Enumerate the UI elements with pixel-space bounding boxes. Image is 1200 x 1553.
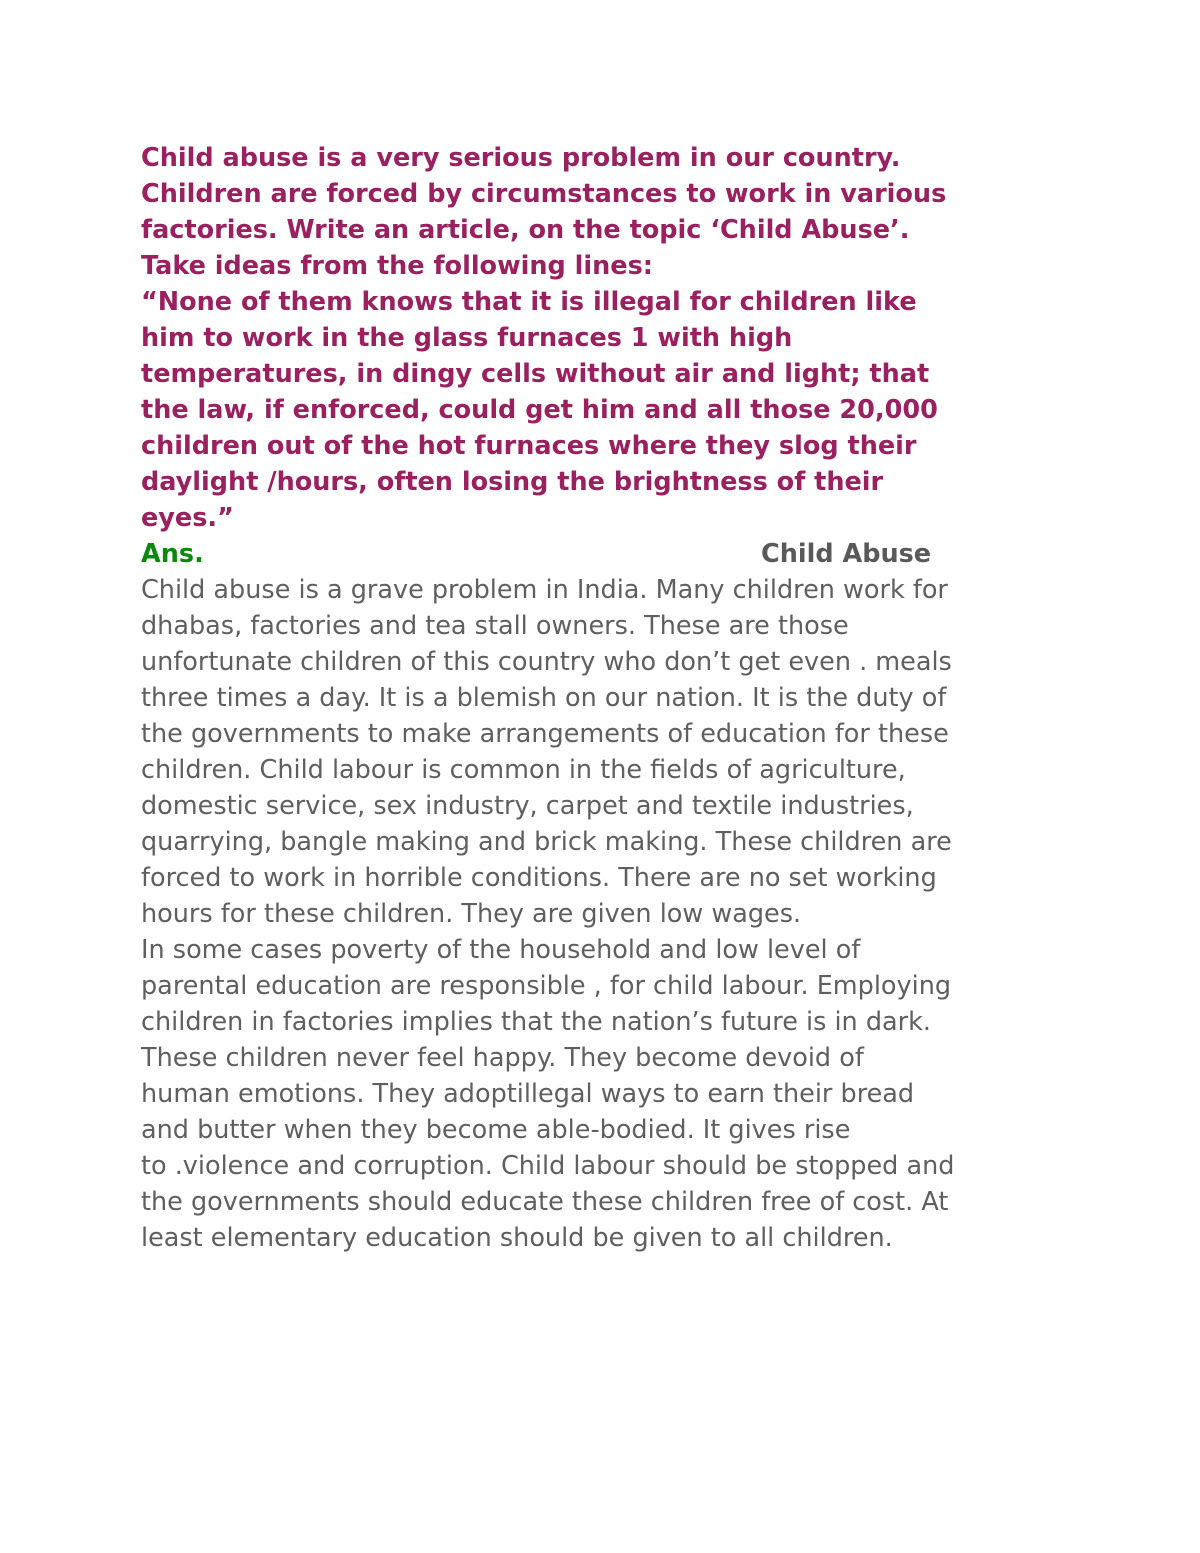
question-line: factories. Write an article, on the topic ‘Child Abuse’. — [141, 215, 910, 245]
answer-body — [141, 572, 1061, 1256]
answer-line: Child abuse is a grave problem in India. Many children work for — [141, 575, 948, 605]
answer-line: children in factories implies that the nation’s future is in dark. — [141, 1007, 931, 1037]
answer-heading-row — [141, 536, 1061, 572]
question-prompt — [141, 140, 1061, 536]
answer-line: quarrying, bangle making and brick making. These children are — [141, 827, 952, 857]
question-line: children out of the hot furnaces where they slog their — [141, 431, 917, 461]
answer-line: forced to work in horrible conditions. There are no set working — [141, 863, 937, 893]
question-line: temperatures, in dingy cells without air and light; that — [141, 359, 930, 389]
question-line: “None of them knows that it is illegal for children like — [141, 287, 917, 317]
answer-line: domestic service, sex industry, carpet and textile industries, — [141, 791, 914, 821]
answer-line: hours for these children. They are given low wages. — [141, 899, 802, 929]
answer-line: In some cases poverty of the household and low level of — [141, 935, 861, 965]
answer-line: These children never feel happy. They become devoid of — [141, 1043, 864, 1073]
question-line: daylight /hours, often losing the brightness of their — [141, 467, 884, 497]
answer-line: dhabas, factories and tea stall owners. These are those — [141, 611, 849, 641]
answer-line: least elementary education should be given to all children. — [141, 1223, 893, 1253]
question-line: eyes.” — [141, 503, 234, 533]
answer-line: children. Child labour is common in the fields of agriculture, — [141, 755, 906, 785]
answer-line: three times a day. It is a blemish on our nation. It is the duty of — [141, 683, 947, 713]
answer-line: parental education are responsible , for child labour. Employing — [141, 971, 952, 1001]
answer-line: unfortunate children of this country who don’t get even . meals — [141, 647, 952, 677]
document-content — [141, 140, 1061, 1256]
answer-line: human emotions. They adoptillegal ways to earn their bread — [141, 1079, 915, 1109]
answer-line: the governments to make arrangements of education for these — [141, 719, 949, 749]
question-line: the law, if enforced, could get him and all those 20,000 — [141, 395, 938, 425]
question-line: Children are forced by circumstances to work in various — [141, 179, 947, 209]
question-line: Child abuse is a very serious problem in our country. — [141, 143, 901, 173]
answer-label: Ans. — [141, 539, 204, 569]
answer-line: the governments should educate these children free of cost. At — [141, 1187, 949, 1217]
answer-title: Child Abuse — [761, 539, 932, 569]
answer-line: and butter when they become able-bodied. It gives rise — [141, 1115, 851, 1145]
question-line: him to work in the glass furnaces 1 with high — [141, 323, 793, 353]
answer-line: to .violence and corruption. Child labour should be stopped and — [141, 1151, 955, 1181]
question-line: Take ideas from the following lines: — [141, 251, 653, 281]
